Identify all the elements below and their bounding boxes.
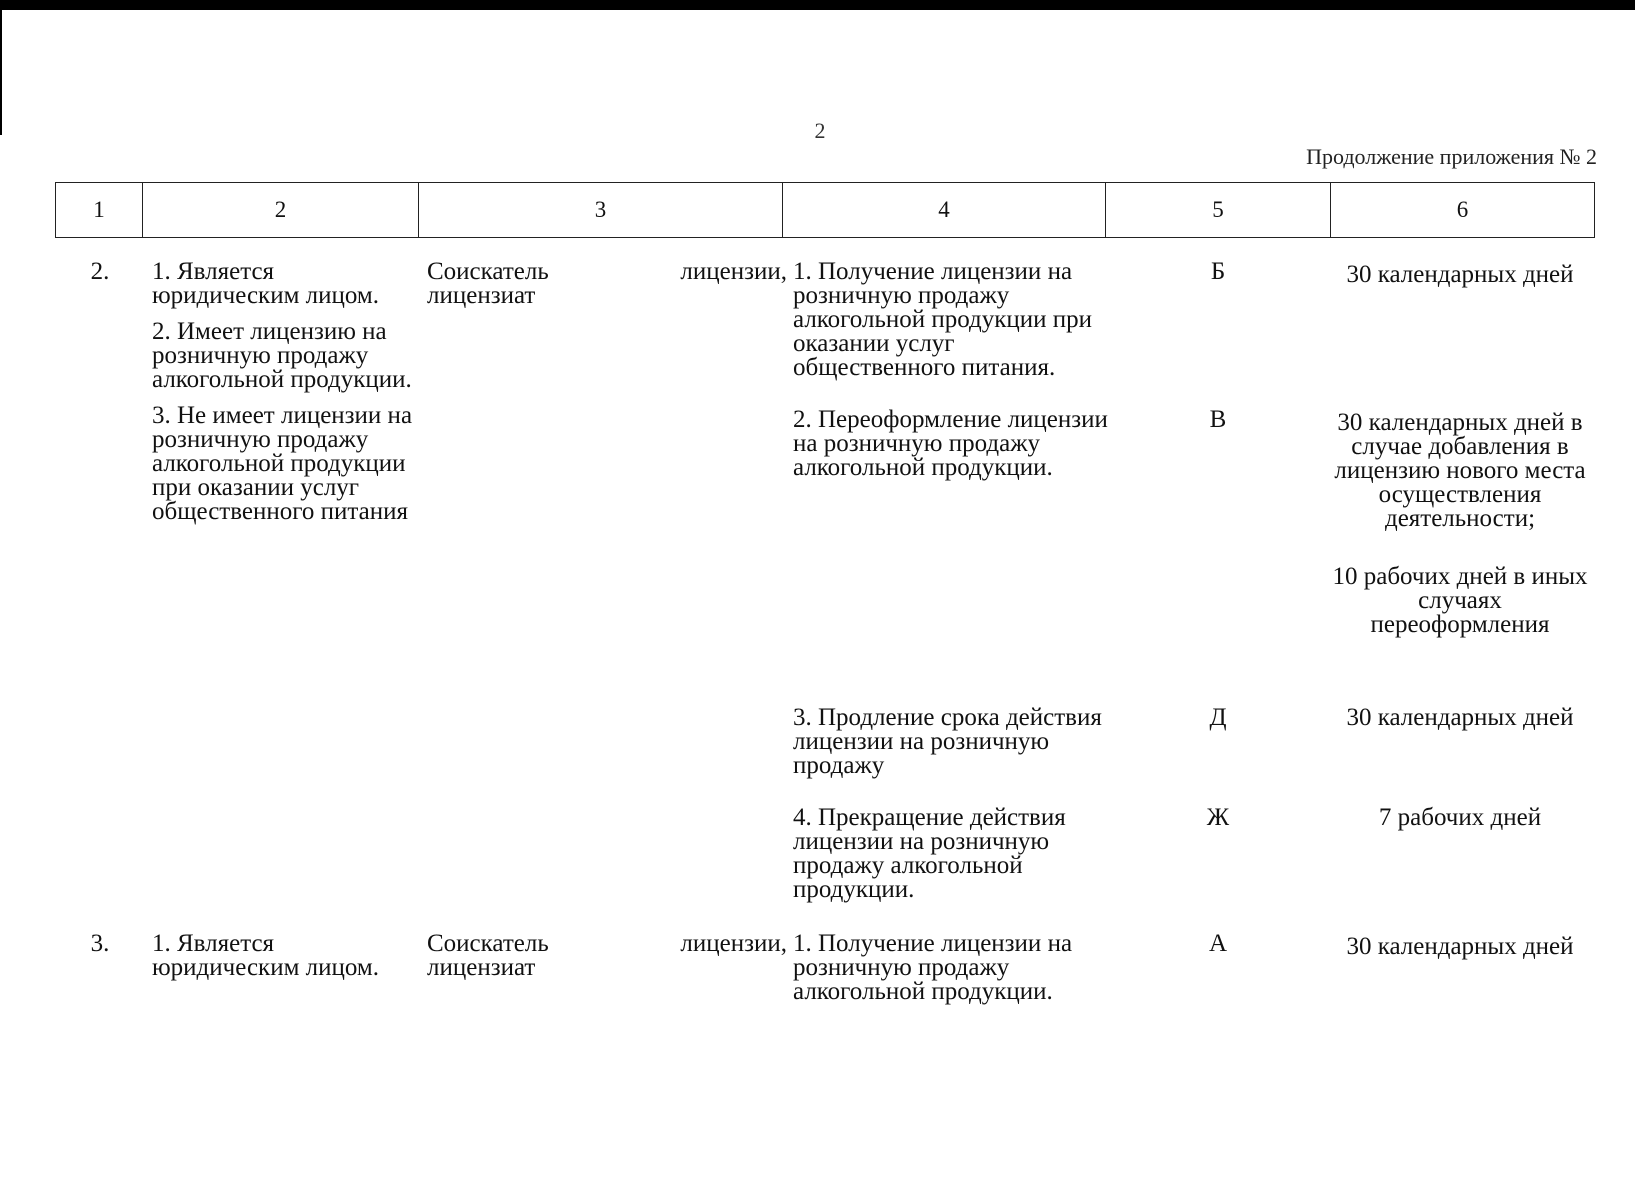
service-name: 3. Продление срока действия лицензии на розничную продажу <box>793 704 1102 779</box>
header-cell: 5 <box>1106 183 1331 237</box>
service-code: В <box>1209 406 1227 433</box>
service-code: А <box>1208 930 1228 957</box>
applicant-label: Соискатель <box>427 930 549 957</box>
row-number: 2. <box>90 258 110 285</box>
service-code: Д <box>1209 704 1227 731</box>
service-term <box>1330 263 1590 321</box>
header-cell: 1 <box>56 183 143 237</box>
conditions-cell <box>152 932 417 992</box>
term-text: 10 рабочих дней в иных случаях переоформления <box>1332 563 1588 638</box>
continuation-note: Продолжение приложения № 2 <box>1306 144 1597 169</box>
header-cell: 6 <box>1456 197 1469 222</box>
applicant-cell <box>427 260 787 308</box>
term-text: 30 календарных дней <box>1346 261 1574 288</box>
row-number: 3. <box>90 930 110 957</box>
service-code: Б <box>1210 258 1226 285</box>
service-term <box>1330 706 1590 764</box>
applicant-cell <box>427 932 787 980</box>
applicant-label: лицензии, <box>680 930 787 957</box>
header-cell: 2 <box>143 183 419 237</box>
conditions-cell <box>152 260 417 536</box>
service-name: 4. Прекращение действия лицензии на розничную продажу алкогольной продукции. <box>793 804 1066 903</box>
term-text: 30 календарных дней в случае добавления в лицензию нового места осуществления деятельности; <box>1334 409 1586 532</box>
condition-item: 1. Является юридическим лицом. <box>152 258 379 309</box>
service-term <box>1330 935 1590 993</box>
table-header <box>55 182 1595 238</box>
header-cell: 4 <box>783 183 1106 237</box>
service-term <box>1330 411 1590 671</box>
scan-edge-left <box>0 10 2 135</box>
scan-edge-top <box>0 0 1635 10</box>
page-number: 2 <box>814 118 826 143</box>
header-cell: 3 <box>419 183 783 237</box>
term-text: 30 календарных дней <box>1346 933 1574 960</box>
applicant-label: лицензиат <box>427 282 536 309</box>
applicant-label: лицензии, <box>680 258 787 285</box>
term-text: 7 рабочих дней <box>1378 804 1542 831</box>
applicant-label: Соискатель <box>427 258 549 285</box>
condition-item: 3. Не имеет лицензии на розничную продажу алкогольной продукции при оказании услуг общественного питания <box>152 402 413 525</box>
service-name: 2. Переоформление лицензии на розничную продажу алкогольной продукции. <box>793 406 1108 481</box>
service-name: 1. Получение лицензии на розничную продажу алкогольной продукции при оказании услуг общественного питания. <box>793 258 1093 381</box>
service-term <box>1330 806 1590 864</box>
service-code: Ж <box>1206 804 1230 831</box>
condition-item: 1. Является юридическим лицом. <box>152 930 379 981</box>
condition-item: 2. Имеет лицензию на розничную продажу алкогольной продукции. <box>152 318 412 393</box>
applicant-label: лицензиат <box>427 954 536 981</box>
service-name: 1. Получение лицензии на розничную продажу алкогольной продукции. <box>793 930 1073 1005</box>
term-text: 30 календарных дней <box>1346 704 1574 731</box>
